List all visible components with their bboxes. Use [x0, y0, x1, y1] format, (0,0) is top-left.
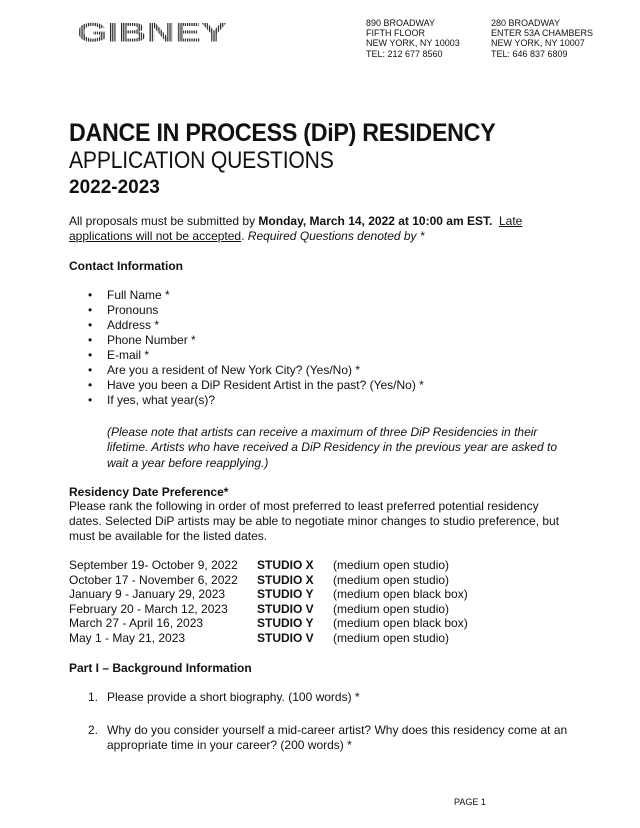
studio-name: STUDIO X	[257, 572, 314, 587]
part1-heading: Part I – Background Information	[69, 661, 252, 675]
question-item	[88, 690, 568, 706]
studio-type: (medium open studio)	[333, 601, 450, 616]
residency-heading: Residency Date Preference*	[69, 485, 229, 499]
residency-description: Please rank the following in order of most preferred to least preferred potential residency dates. Selected DiP artists may be able to negotiate minor changes to studio preference, but must be available for the listed dates.	[69, 499, 560, 543]
question-item	[88, 723, 568, 754]
date-range: May 1 - May 21, 2023	[69, 630, 186, 645]
list-item: • E-mail *	[88, 348, 424, 363]
list-item: • Address *	[88, 318, 424, 333]
list-item: • Have you been a DiP Resident Artist in the past? (Yes/No) *	[88, 378, 424, 393]
date-range: January 9 - January 29, 2023	[69, 587, 226, 602]
question-text: Please provide a short biography. (100 words) *	[107, 690, 360, 704]
studio-type: (medium open studio)	[333, 558, 450, 572]
intro-paragraph	[69, 214, 574, 244]
intro-deadline: Monday, March 14, 2022 at 10:00 am EST.	[258, 214, 493, 228]
studio-type: (medium open studio)	[333, 630, 450, 645]
question-number: 1.	[88, 690, 99, 704]
residency-limit-note: (Please note that artists can receive a maximum of three DiP Residencies in their lifetime. Artists who have received a DiP Residency in the previous year are asked to wait a year before reapplying.)	[107, 425, 557, 470]
page-number: PAGE 1	[454, 797, 486, 807]
studio-name: STUDIO Y	[257, 587, 314, 602]
studio-type: (medium open studio)	[333, 572, 450, 587]
address-line: NEW YORK, NY 10007	[491, 38, 585, 49]
studio-name: STUDIO V	[257, 601, 314, 616]
studio-name: STUDIO Y	[257, 616, 314, 631]
list-item: • Are you a resident of New York City? (Yes/No) *	[88, 363, 424, 378]
date-range: March 27 - April 16, 2023	[69, 616, 204, 631]
contact-list	[88, 288, 424, 408]
address-line: 890 BROADWAY	[366, 18, 436, 28]
part1-questions	[88, 690, 568, 771]
intro-late-notice: Late applications will not be accepted	[69, 214, 523, 243]
studio-name: STUDIO V	[257, 630, 314, 645]
title-season: 2022-2023	[69, 177, 160, 198]
question-number: 2.	[88, 722, 99, 737]
address-line: NEW YORK, NY 10003	[366, 38, 460, 49]
intro-required-note: Required Questions denoted by *	[247, 229, 425, 243]
list-item: • Full Name *	[88, 288, 424, 303]
date-range: October 17 - November 6, 2022	[69, 572, 238, 587]
intro-period: .	[241, 229, 248, 243]
address-line: ENTER 53A CHAMBERS	[491, 28, 594, 39]
title-residency: DANCE IN PROCESS (DiP) RESIDENCY	[69, 119, 496, 147]
list-item: • If yes, what year(s)?	[88, 393, 424, 408]
contact-heading: Contact Information	[69, 259, 183, 273]
address-line: 280 BROADWAY	[491, 18, 561, 28]
document-title	[69, 118, 589, 202]
date-range: February 20 - March 12, 2023	[69, 601, 228, 616]
studio-type: (medium open black box)	[333, 616, 468, 631]
list-item: • Phone Number *	[88, 333, 424, 348]
address-phone: TEL: 646 837 6809	[491, 48, 568, 59]
studio-name: STUDIO X	[257, 558, 314, 572]
address-280-broadway	[491, 18, 593, 59]
date-range: September 19- October 9, 2022	[69, 558, 238, 572]
gibney-logo	[77, 20, 229, 44]
question-text: Why do you consider yourself a mid-career artist? Why does this residency come at an appropriate time in your career? (200 words) *	[107, 722, 568, 752]
list-item: • Pronouns	[88, 303, 424, 318]
address-line: FIFTH FLOOR	[366, 28, 425, 39]
address-890-broadway	[366, 18, 460, 59]
address-phone: TEL: 212 677 8560	[366, 48, 443, 59]
title-application-questions: APPLICATION QUESTIONS	[69, 147, 334, 174]
intro-prefix: All proposals must be submitted by	[69, 214, 259, 228]
studio-type: (medium open black box)	[333, 587, 468, 602]
